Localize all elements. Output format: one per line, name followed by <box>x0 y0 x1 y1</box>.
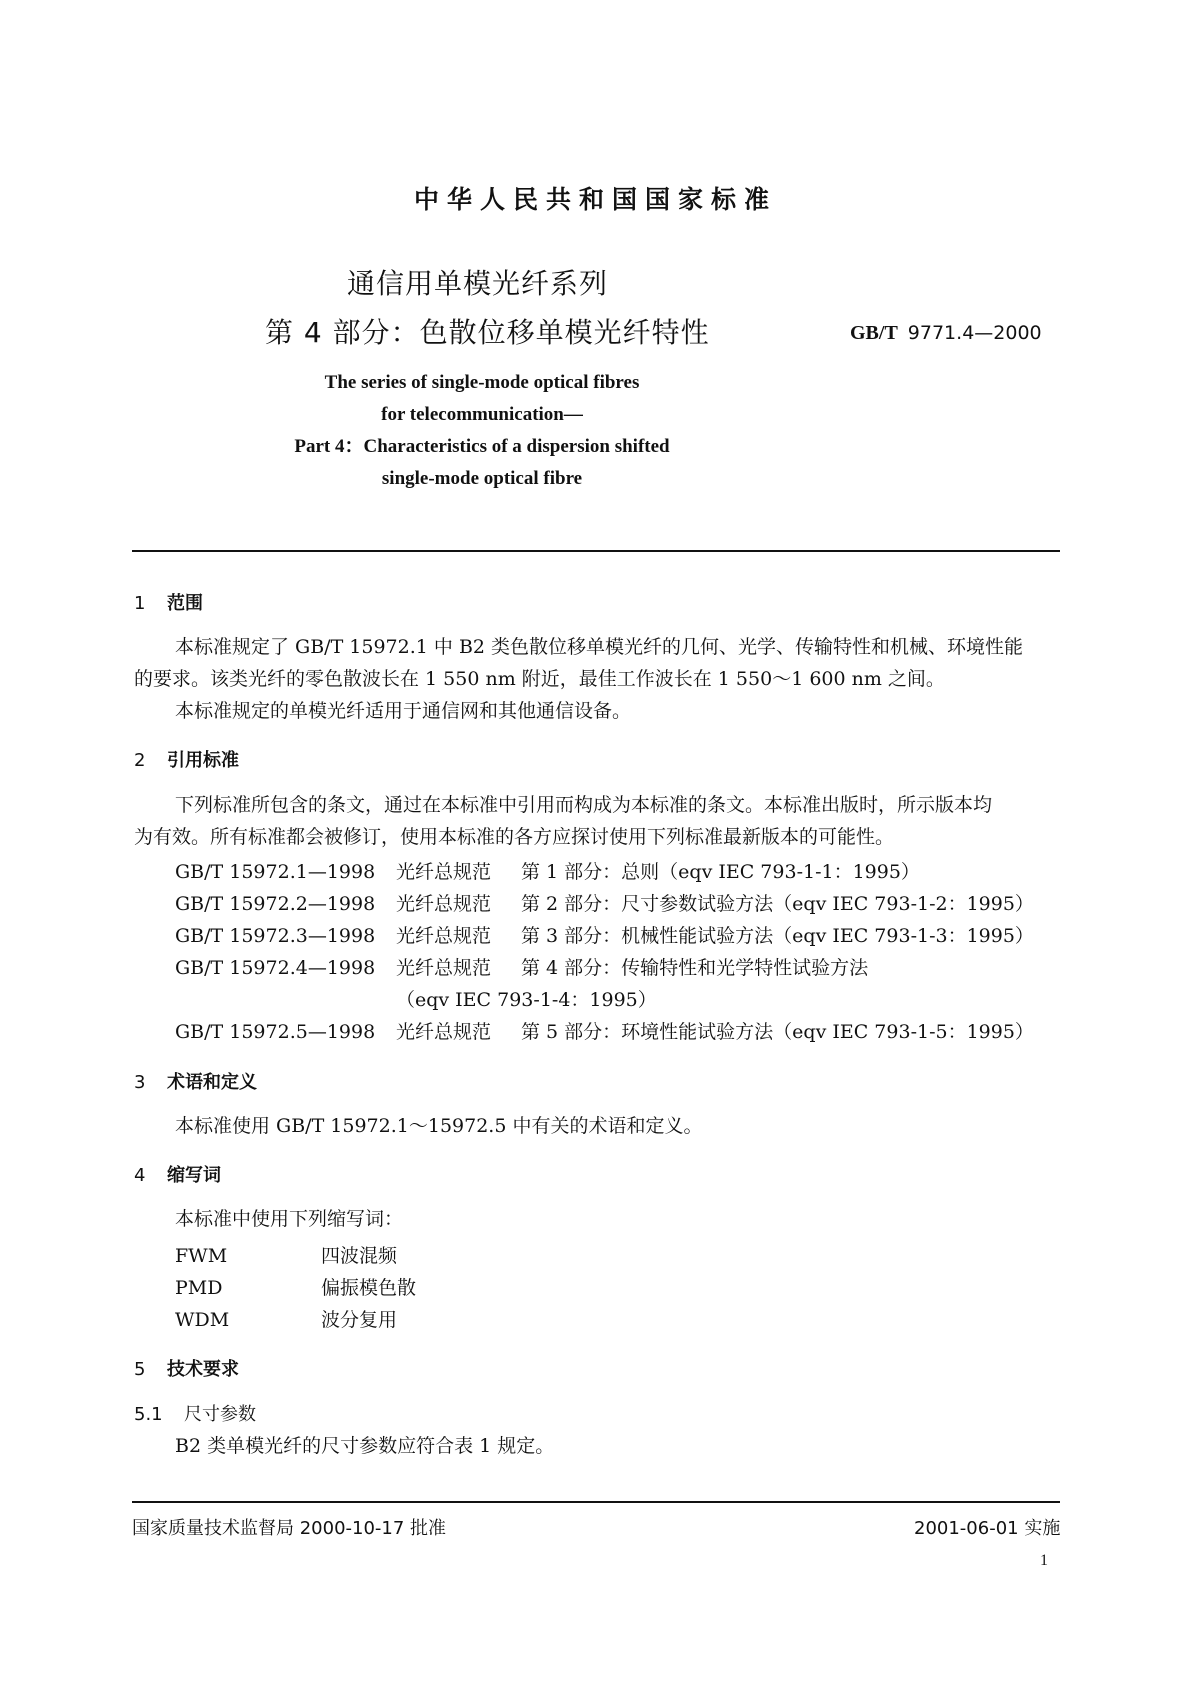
reference-code: GB/T 15972.2—1998 <box>175 893 376 915</box>
title-cn-line1: 通信用单模光纤系列 <box>347 267 609 300</box>
reference-row <box>175 857 920 884</box>
title-en-line3: Part 4：Characteristics of a dispersion shifted <box>294 436 670 457</box>
reference-row <box>175 921 1034 948</box>
section-2-heading <box>134 746 239 772</box>
paragraph: 本标准规定了 GB/T 15972.1 中 B2 类色散位移单模光纤的几何、光学、传输特性和机械、环境性能 <box>175 636 1024 658</box>
section-number: 1 <box>134 593 146 614</box>
abbreviation-meaning: 偏振模色散 <box>321 1277 417 1299</box>
abbreviation: WDM <box>175 1309 230 1331</box>
reference-series: 光纤总规范 <box>396 861 492 883</box>
standard-number <box>850 322 1042 345</box>
reference-row <box>175 889 1034 916</box>
paragraph: 下列标准所包含的条文，通过在本标准中引用而构成为本标准的条文。本标准出版时，所示版本均 <box>175 794 993 816</box>
abbreviation-meaning: 波分复用 <box>321 1309 398 1331</box>
reference-title: 第 5 部分：环境性能试验方法（eqv IEC 793-1-5：1995） <box>521 1021 1034 1043</box>
title-en-line2: for telecommunication— <box>381 404 583 425</box>
reference-title: 第 1 部分：总则（eqv IEC 793-1-1：1995） <box>521 861 920 883</box>
reference-series: 光纤总规范 <box>396 957 492 979</box>
section-title: 术语和定义 <box>167 1072 257 1093</box>
section-number: 4 <box>134 1165 146 1186</box>
abbreviation-row <box>175 1273 416 1300</box>
reference-row <box>175 953 868 980</box>
section-title: 范围 <box>167 593 203 614</box>
section-title: 缩写词 <box>167 1165 221 1186</box>
paragraph: B2 类单模光纤的尺寸参数应符合表 1 规定。 <box>175 1435 555 1457</box>
reference-series: 光纤总规范 <box>396 925 492 947</box>
section-1-heading <box>134 589 203 615</box>
reference-title: 第 4 部分：传输特性和光学特性试验方法 <box>521 957 869 979</box>
header-divider <box>132 550 1060 552</box>
reference-code: GB/T 15972.3—1998 <box>175 925 376 947</box>
national-standard-heading: 中华人民共和国国家标准 <box>413 185 777 214</box>
abbreviation: PMD <box>175 1277 223 1299</box>
abbreviation-row <box>175 1305 397 1332</box>
reference-row <box>175 1017 1034 1044</box>
reference-title-continued: （eqv IEC 793-1-4：1995） <box>396 989 657 1011</box>
footer-divider <box>132 1501 1060 1503</box>
section-number: 3 <box>134 1072 146 1093</box>
reference-series: 光纤总规范 <box>396 1021 492 1043</box>
standard-prefix: GB/T <box>850 322 898 344</box>
implementation-date: 2001-06-01 实施 <box>914 1518 1061 1539</box>
section-4-heading <box>134 1161 221 1187</box>
paragraph: 本标准规定的单模光纤适用于通信网和其他通信设备。 <box>175 700 632 722</box>
abbreviation-row <box>175 1241 397 1268</box>
title-en-line1: The series of single-mode optical fibres <box>324 372 640 393</box>
abbreviation: FWM <box>175 1245 228 1267</box>
subsection-number: 5.1 <box>134 1404 163 1425</box>
reference-code: GB/T 15972.5—1998 <box>175 1021 376 1043</box>
section-5-heading <box>134 1355 239 1381</box>
paragraph: 本标准中使用下列缩写词： <box>175 1208 404 1230</box>
reference-title: 第 2 部分：尺寸参数试验方法（eqv IEC 793-1-2：1995） <box>521 893 1034 915</box>
approval-statement: 国家质量技术监督局 2000-10-17 批准 <box>132 1518 447 1539</box>
subsection-5-1-heading <box>134 1400 256 1426</box>
subsection-title: 尺寸参数 <box>184 1404 256 1425</box>
section-number: 2 <box>134 750 146 771</box>
section-title: 引用标准 <box>167 750 239 771</box>
reference-code: GB/T 15972.1—1998 <box>175 861 376 883</box>
title-en-line4: single-mode optical fibre <box>381 468 583 489</box>
paragraph: 为有效。所有标准都会被修订，使用本标准的各方应探讨使用下列标准最新版本的可能性。 <box>134 826 895 848</box>
section-number: 5 <box>134 1359 146 1380</box>
reference-title: 第 3 部分：机械性能试验方法（eqv IEC 793-1-3：1995） <box>521 925 1034 947</box>
title-cn-line2: 第 4 部分：色散位移单模光纤特性 <box>265 316 710 349</box>
abbreviation-meaning: 四波混频 <box>321 1245 398 1267</box>
reference-code: GB/T 15972.4—1998 <box>175 957 376 979</box>
reference-series: 光纤总规范 <box>396 893 492 915</box>
paragraph: 本标准使用 GB/T 15972.1～15972.5 中有关的术语和定义。 <box>175 1115 703 1137</box>
section-3-heading <box>134 1068 257 1094</box>
page-number: 1 <box>1040 1552 1048 1569</box>
standard-number-value: 9771.4—2000 <box>907 322 1042 344</box>
section-title: 技术要求 <box>167 1359 239 1380</box>
paragraph: 的要求。该类光纤的零色散波长在 1 550 nm 附近，最佳工作波长在 1 550～1 600 nm 之间。 <box>134 668 945 690</box>
